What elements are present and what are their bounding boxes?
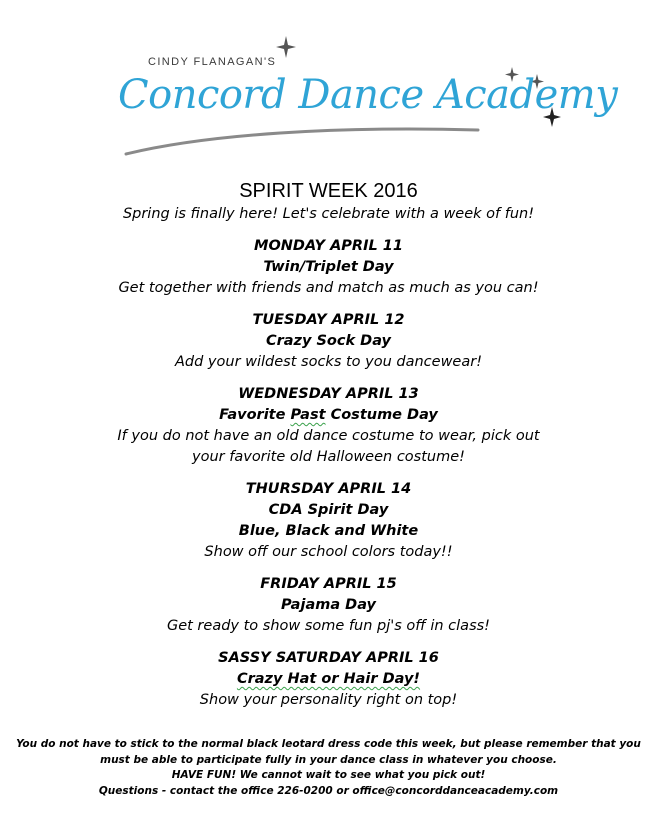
- footer-line: You do not have to stick to the normal black leotard dress code this week, but please remember that you: [16, 738, 641, 750]
- day-tuesday: [0, 310, 657, 373]
- day-theme-secondary: Blue, Black and White: [238, 523, 419, 539]
- star-icon: [276, 36, 296, 58]
- footer-contact: Questions - contact the office 226-0200 or office@concorddanceacademy.com: [98, 784, 559, 797]
- day-date: MONDAY APRIL 11: [254, 238, 403, 254]
- day-description: If you do not have an old dance costume to wear, pick out: [117, 428, 540, 444]
- day-description: Get together with friends and match as much as you can!: [118, 280, 539, 296]
- swoosh-line: [126, 129, 478, 154]
- footer-line: HAVE FUN! We cannot wait to see what you pick out!: [171, 769, 486, 781]
- day-theme: Twin/Triplet Day: [263, 259, 394, 275]
- day-date: SASSY SATURDAY APRIL 16: [218, 650, 439, 666]
- day-theme: CDA Spirit Day: [268, 502, 389, 518]
- day-theme: Crazy Sock Day: [265, 333, 392, 349]
- day-date: TUESDAY APRIL 12: [252, 312, 405, 328]
- theme-part: Costume Day: [325, 407, 438, 423]
- day-friday: [0, 574, 657, 637]
- logo-name: Concord Dance Academy: [118, 72, 618, 118]
- theme-part: Favorite: [219, 407, 291, 423]
- day-theme: Pajama Day: [280, 597, 376, 613]
- day-description: Add your wildest socks to you dancewear!: [174, 354, 483, 370]
- theme-part-spellmark: Past: [290, 407, 326, 423]
- intro-text: Spring is finally here! Let's celebrate with a week of fun!: [122, 206, 535, 222]
- day-date: WEDNESDAY APRIL 13: [238, 386, 419, 402]
- footer-line: must be able to participate fully in your dance class in whatever you choose.: [100, 753, 557, 766]
- day-thursday: [0, 479, 657, 563]
- spirit-week-body: [0, 178, 657, 711]
- day-theme: [0, 405, 657, 426]
- day-theme: Crazy Hat or Hair Day!: [236, 671, 421, 687]
- academy-logo: [118, 34, 618, 164]
- logo-pretitle: CINDY FLANAGAN'S: [148, 56, 277, 68]
- day-date: FRIDAY APRIL 15: [260, 576, 397, 592]
- day-description: Get ready to show some fun pj's off in class!: [166, 618, 490, 634]
- day-description: Show your personality right on top!: [199, 692, 458, 708]
- footer-notes: [0, 737, 657, 799]
- day-wednesday: [0, 384, 657, 468]
- day-monday: [0, 236, 657, 299]
- page-title: SPIRIT WEEK 2016: [239, 180, 418, 202]
- day-description: Show off our school colors today!!: [204, 544, 453, 560]
- day-date: THURSDAY APRIL 14: [245, 481, 412, 497]
- day-description: your favorite old Halloween costume!: [192, 449, 465, 465]
- day-saturday: [0, 648, 657, 711]
